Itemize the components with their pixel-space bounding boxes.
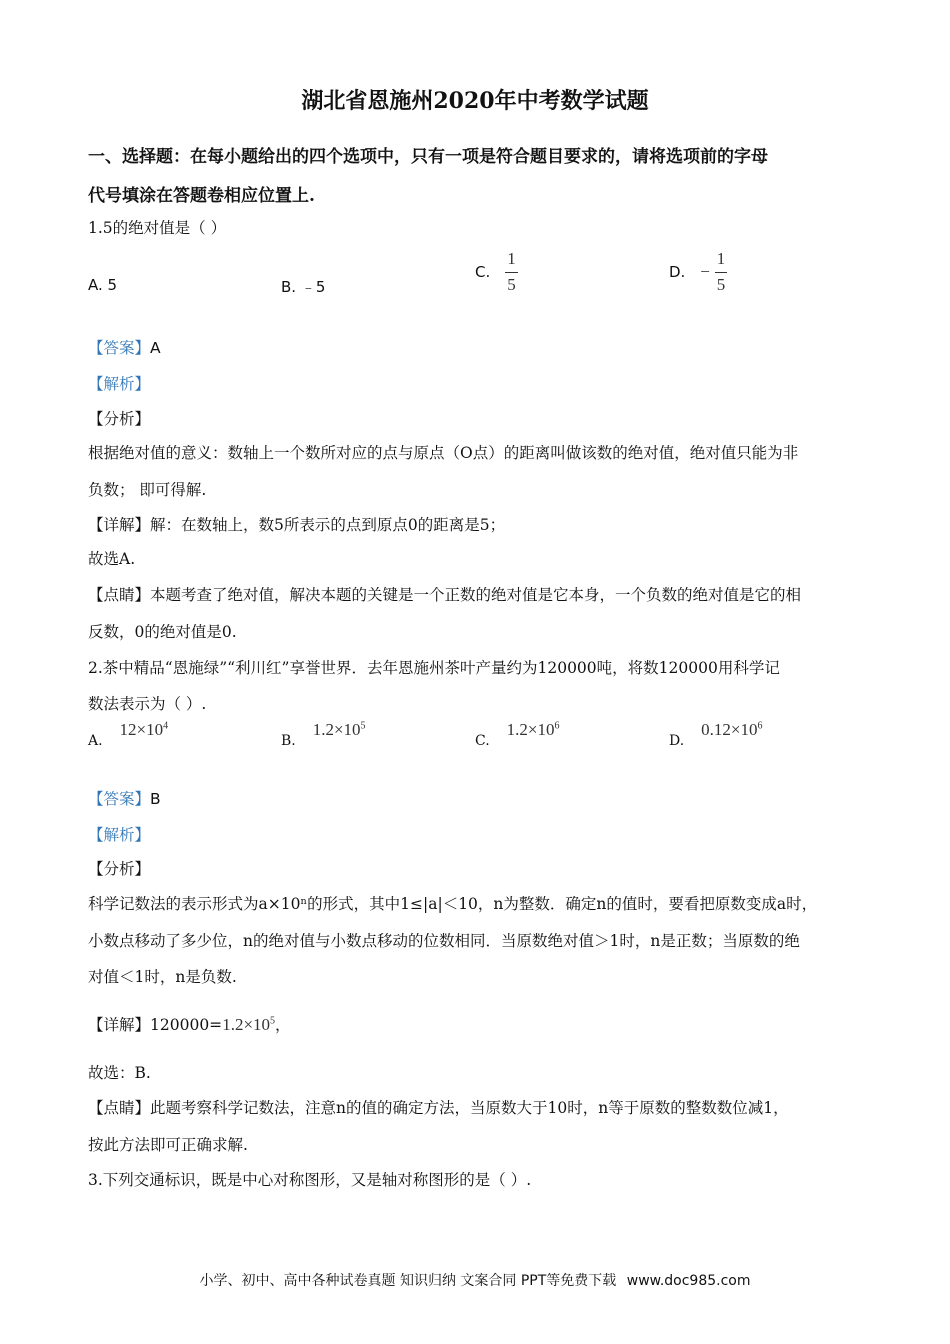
q2-detail bbox=[88, 1013, 291, 1035]
detail-tag: 【详解】 bbox=[88, 516, 151, 534]
q2-option-d-label: D. bbox=[669, 733, 685, 749]
q2-option-d-base: 0.12×10 bbox=[701, 720, 758, 739]
detail-text: 解：在数轴上，数5所表示的点到原点0的距离是5； bbox=[150, 516, 506, 534]
q1-option-c-denominator: 5 bbox=[507, 274, 516, 294]
page-footer bbox=[0, 1270, 950, 1290]
detail-exp: 5 bbox=[270, 1015, 276, 1027]
q2-fenxi-line2: 小数点移动了多少位，n的绝对值与小数点移动的位数相同．当原数绝对值＞1时，n是正数；当原数的绝 bbox=[88, 932, 800, 950]
q1-fenxi-line2: 负数； 即可得解. bbox=[88, 481, 207, 499]
q1-detail bbox=[88, 513, 505, 535]
footer-url[interactable]: www.doc985.com bbox=[626, 1273, 751, 1289]
q2-option-c-expr bbox=[507, 720, 560, 739]
q1-comment-line2: 反数，0的绝对值是0. bbox=[88, 623, 237, 641]
q1-option-d-sign: − bbox=[700, 262, 710, 282]
q2-fenxi-tag: 【分析】 bbox=[88, 860, 151, 878]
section-heading-line1: 一、选择题：在每小题给出的四个选项中，只有一项是符合题目要求的，请将选项前的字母 bbox=[88, 147, 768, 167]
q2-option-a-expr bbox=[120, 720, 169, 739]
q1-option-d-label: D. bbox=[669, 263, 686, 282]
q2-option-a-label: A. bbox=[88, 733, 103, 749]
q2-answer bbox=[88, 787, 161, 809]
q1-option-d bbox=[669, 250, 727, 294]
detail-base: 1.2×10 bbox=[222, 1015, 271, 1034]
fraction-bar bbox=[505, 272, 518, 273]
q2-comment-line2: 按此方法即可正确求解. bbox=[88, 1136, 248, 1154]
q2-choose: 故选：B. bbox=[88, 1064, 151, 1082]
q2-option-c-base: 1.2×10 bbox=[506, 720, 555, 739]
q1-comment-line1 bbox=[88, 583, 801, 605]
q2-option-d-exp: 6 bbox=[757, 720, 763, 732]
comment-tag: 【点睛】 bbox=[88, 586, 151, 604]
q2-option-b-exp: 5 bbox=[360, 720, 366, 732]
comment-tag: 【点睛】 bbox=[88, 1099, 151, 1117]
q1-option-d-numerator: 1 bbox=[716, 249, 726, 268]
q1-option-d-fraction bbox=[715, 250, 728, 294]
q1-option-c-fraction bbox=[505, 250, 518, 294]
detail-tag: 【详解】 bbox=[88, 1016, 151, 1034]
q1-choose: 故选A. bbox=[88, 550, 136, 568]
q2-option-a-base: 12×10 bbox=[119, 720, 164, 739]
comment-text: 此题考察科学记数法，注意n的值的确定方法，当原数大于10时，n等于原数的整数数位减1， bbox=[150, 1099, 789, 1117]
page-title: 湖北省恩施州2020年中考数学试题 bbox=[301, 88, 649, 114]
q2-stem-line2: 数法表示为（ ）. bbox=[88, 695, 207, 713]
q2-fenxi-line1: 科学记数法的表示形式为a×10ⁿ的形式，其中1≤|a|＜10，n为整数．确定n的值时，要看把原数变成a时， bbox=[88, 895, 818, 913]
q2-option-b-label: B. bbox=[281, 733, 296, 749]
q3-stem: 3.下列交通标识，既是中心对称图形，又是轴对称图形的是（ ）. bbox=[88, 1171, 532, 1189]
q1-stem: 1.5的绝对值是（ ） bbox=[88, 219, 227, 237]
q2-stem-line1: 2.茶中精品“恩施绿”“利川红”享誉世界．去年恩施州茶叶产量约为120000吨，将数120000用科学记 bbox=[88, 659, 780, 677]
q1-option-b: B. ﹣5 bbox=[281, 278, 326, 296]
q1-option-d-denominator: 5 bbox=[716, 274, 726, 294]
answer-value: B bbox=[150, 790, 161, 808]
q2-option-c-exp: 6 bbox=[554, 720, 560, 732]
q1-fenxi-tag: 【分析】 bbox=[88, 410, 151, 428]
q2-comment-line1 bbox=[88, 1096, 789, 1118]
q1-answer bbox=[88, 336, 161, 358]
answer-tag: 【答案】 bbox=[88, 790, 151, 808]
q1-option-c bbox=[475, 250, 518, 294]
q2-analysis-tag: 【解析】 bbox=[88, 826, 151, 844]
q1-option-c-label: C. bbox=[475, 263, 491, 282]
detail-suffix: ， bbox=[275, 1016, 291, 1034]
q2-option-d-expr bbox=[701, 720, 762, 739]
q2-option-b-base: 1.2×10 bbox=[312, 720, 361, 739]
answer-value: A bbox=[150, 339, 161, 357]
footer-text: 小学、初中、高中各种试卷真题 知识归纳 文案合同 PPT等免费下载 bbox=[199, 1273, 617, 1289]
q2-option-b-expr bbox=[313, 720, 366, 739]
q2-option-a-exp: 4 bbox=[163, 720, 169, 732]
q1-option-a: A. 5 bbox=[88, 276, 118, 294]
section-heading-line2: 代号填涂在答题卷相应位置上. bbox=[88, 186, 315, 206]
fraction-bar bbox=[715, 272, 728, 273]
q2-fenxi-line3: 对值＜1时，n是负数. bbox=[88, 968, 237, 986]
detail-prefix: 120000= bbox=[150, 1016, 223, 1034]
comment-text: 本题考查了绝对值，解决本题的关键是一个正数的绝对值是它本身，一个负数的绝对值是它的相 bbox=[150, 586, 802, 604]
q1-fenxi-line1: 根据绝对值的意义：数轴上一个数所对应的点与原点（O点）的距离叫做该数的绝对值，绝对值只能为非 bbox=[88, 444, 799, 462]
q1-analysis-tag: 【解析】 bbox=[88, 375, 151, 393]
answer-tag: 【答案】 bbox=[88, 339, 151, 357]
detail-expr bbox=[222, 1015, 275, 1034]
q1-option-c-numerator: 1 bbox=[507, 249, 516, 268]
q2-option-c-label: C. bbox=[475, 733, 490, 749]
